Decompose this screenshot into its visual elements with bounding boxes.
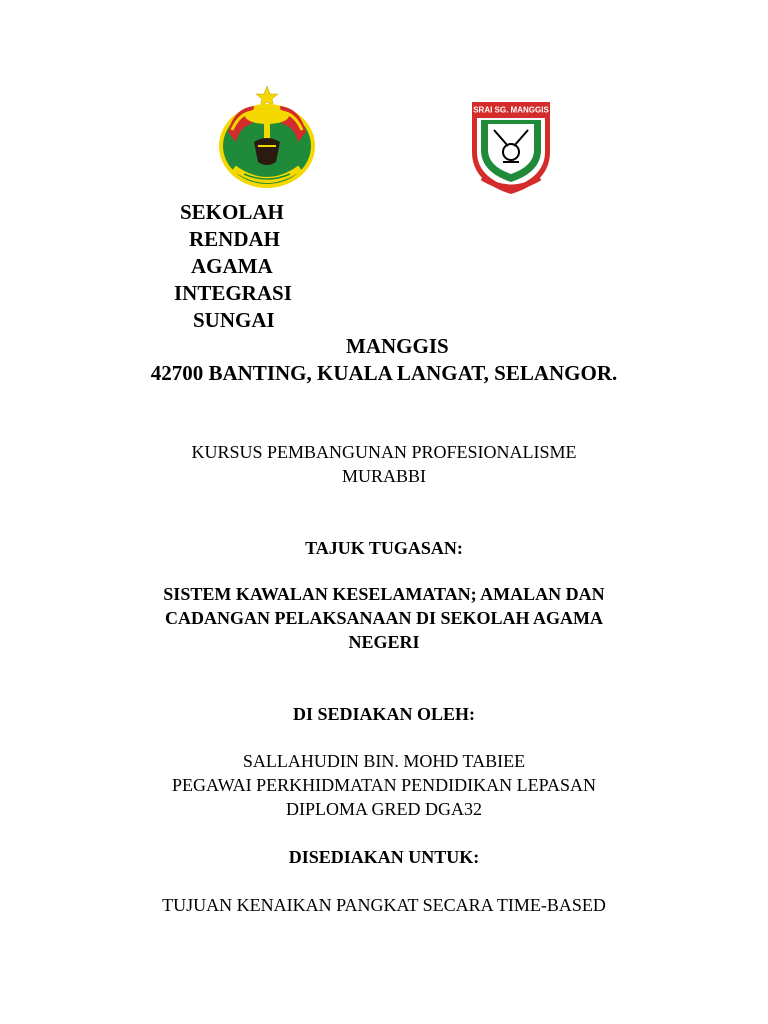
- author-position-line-2: DIPLOMA GRED DGA32: [285, 799, 482, 819]
- school-address: 42700 BANTING, KUALA LANGAT, SELANGOR.: [150, 361, 618, 385]
- author-position-line-1: PEGAWAI PERKHIDMATAN PENDIDIKAN LEPASAN: [172, 775, 596, 795]
- prepared-for-purpose: TUJUAN KENAIKAN PANGKAT SECARA TIME-BASED: [162, 895, 606, 915]
- school-name-line-5: SUNGAI: [193, 308, 275, 332]
- star-icon: [256, 86, 278, 107]
- assignment-title-line-1: SISTEM KAWALAN KESELAMATAN; AMALAN DAN: [163, 584, 605, 604]
- school-crest-logo: [468, 100, 554, 196]
- prepared-for-heading: DISEDIAKAN UNTUK:: [288, 847, 480, 867]
- assignment-heading: TAJUK TUGASAN:: [305, 538, 463, 558]
- author-name: SALLAHUDIN BIN. MOHD TABIEE: [242, 751, 526, 771]
- crest-banner-text: SRAI SG. MANGGIS: [473, 105, 549, 115]
- state-emblem-logo: [214, 84, 320, 192]
- assignment-title-line-2: CADANGAN PELAKSANAAN DI SEKOLAH AGAMA: [164, 608, 604, 628]
- school-name-line-3: AGAMA: [191, 254, 273, 278]
- school-name-line-2: RENDAH: [189, 227, 281, 251]
- school-name-line-4: INTEGRASI: [174, 281, 292, 305]
- prepared-by-heading: DI SEDIAKAN OLEH:: [292, 704, 476, 724]
- course-title-line-2: MURABBI: [341, 466, 426, 486]
- assignment-title-line-3: NEGERI: [348, 632, 420, 652]
- course-title-line-1: KURSUS PEMBANGUNAN PROFESIONALISME: [191, 442, 577, 462]
- school-name-line-1: SEKOLAH: [180, 200, 284, 224]
- school-name-continuation: MANGGIS: [346, 334, 449, 358]
